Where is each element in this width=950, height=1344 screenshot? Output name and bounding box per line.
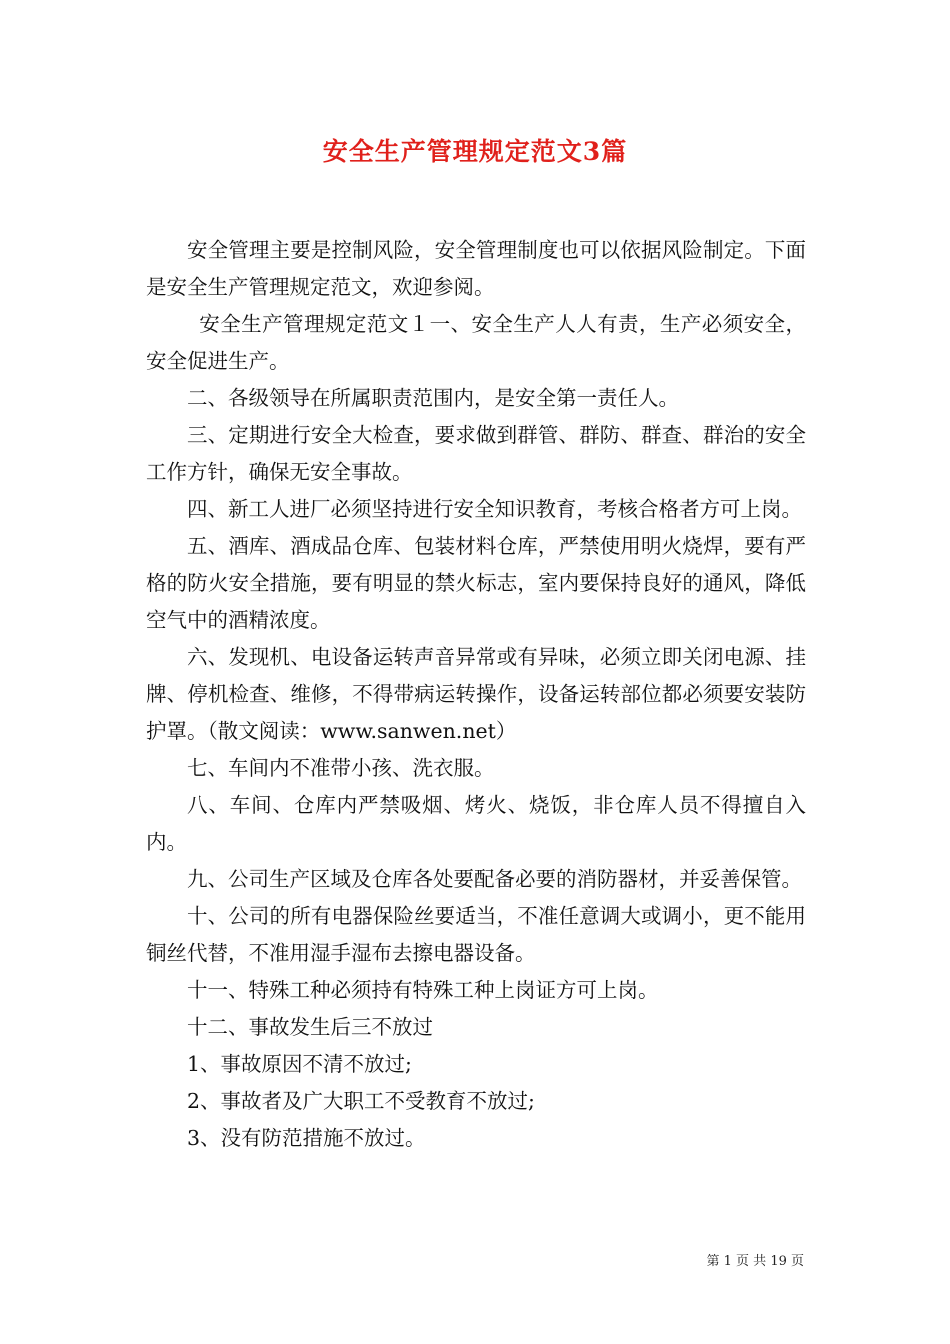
list-item-2: 2、事故者及广大职工不受教育不放过; — [187, 1089, 535, 1113]
paragraph-9: 九、公司生产区域及仓库各处要配备必要的消防器材，并妥善保管。 — [187, 867, 802, 891]
paragraph-11: 十一、特殊工种必须持有特殊工种上岗证方可上岗。 — [187, 978, 659, 1002]
paragraph-4: 四、新工人进厂必须坚持进行安全知识教育，考核合格者方可上岗。 — [187, 497, 802, 521]
paragraph-7: 七、车间内不准带小孩、洗衣服。 — [187, 756, 495, 780]
paragraph-1: 安全生产管理规定范文１一、安全生产人人有责，生产必须安全，安全促进生产。 — [146, 312, 806, 373]
document-body — [146, 232, 806, 1157]
intro-paragraph: 安全管理主要是控制风险，安全管理制度也可以依据风险制定。下面是安全生产管理规定范文，欢迎参阅。 — [146, 238, 806, 299]
paragraph-12: 十二、事故发生后三不放过 — [187, 1015, 433, 1039]
paragraph-3: 三、定期进行安全大检查，要求做到群管、群防、群查、群治的安全工作方针，确保无安全事故。 — [146, 423, 806, 484]
paragraph-2: 二、各级领导在所属职责范围内，是安全第一责任人。 — [187, 386, 679, 410]
paragraph-8: 八、车间、仓库内严禁吸烟、烤火、烧饭，非仓库人员不得擅自入内。 — [146, 793, 806, 854]
list-item-3: 3、没有防范措施不放过。 — [187, 1126, 426, 1150]
paragraph-10: 十、公司的所有电器保险丝要适当，不准任意调大或调小，更不能用铜丝代替，不准用湿手湿布去擦电器设备。 — [146, 904, 806, 965]
paragraph-6: 六、发现机、电设备运转声音异常或有异味，必须立即关闭电源、挂牌、停机检查、维修，不得带病运转操作，设备运转部位都必须要安装防护罩。（散文阅读：www.sanwen.net） — [146, 645, 806, 743]
page-number-footer: 第 1 页 共 19 页 — [706, 1254, 804, 1269]
document-title: 安全生产管理规定范文3篇 — [322, 137, 628, 166]
list-item-1: 1、事故原因不清不放过; — [187, 1052, 412, 1076]
paragraph-5: 五、酒库、酒成品仓库、包装材料仓库，严禁使用明火烧焊，要有严格的防火安全措施，要有明显的禁火标志，室内要保持良好的通风，降低空气中的酒精浓度。 — [146, 534, 806, 632]
